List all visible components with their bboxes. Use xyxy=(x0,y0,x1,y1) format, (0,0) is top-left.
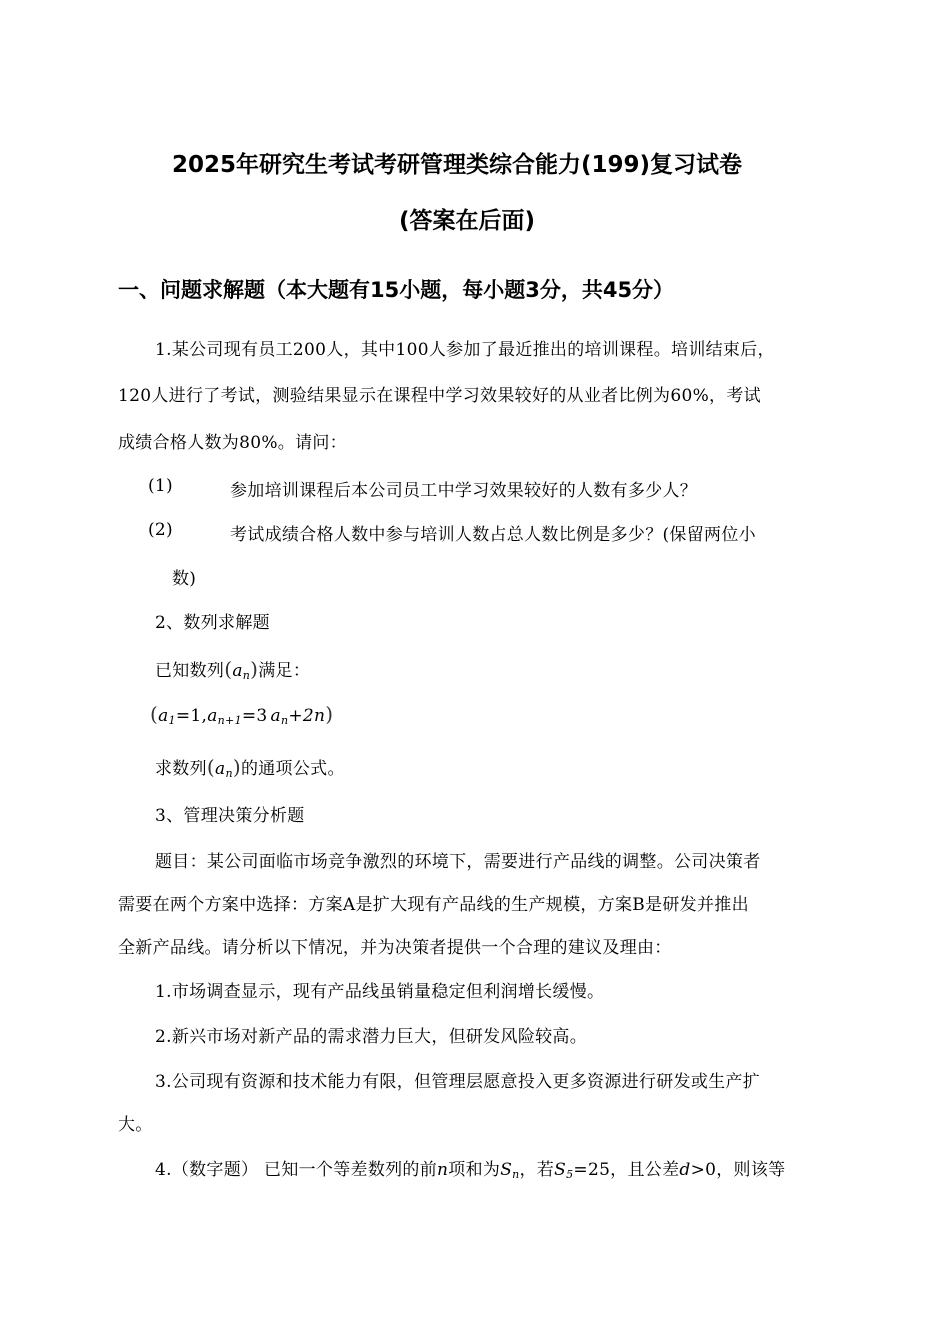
q2-heading: 2、数列求解题 xyxy=(155,613,270,633)
eq-brace-right: ) xyxy=(325,702,334,726)
eq-sub-n1: n+1 xyxy=(217,714,242,727)
q4-eq: =25，且公差 xyxy=(573,1160,680,1180)
q4-prefix: 4.（数字题） 已知一个等差数列的前 xyxy=(155,1160,438,1180)
brace-left: ( xyxy=(224,657,233,681)
q3-item3-line2: 大。 xyxy=(118,1115,153,1135)
q4-mid2: ，若 xyxy=(519,1160,555,1180)
document-subtitle: (答案在后面) xyxy=(399,208,536,234)
q2-ask-prefix: 求数列 xyxy=(155,759,207,779)
q3-item3-line1: 3.公司现有资源和技术能力有限，但管理层愿意投入更多资源进行研发或生产扩 xyxy=(155,1072,761,1092)
q1-sub2-text: 考试成绩合格人数中参与培训人数占总人数比例是多少？(保留两位小 xyxy=(230,525,756,545)
q2-recurrence-equation xyxy=(150,702,333,727)
eq-brace-left: ( xyxy=(150,702,159,726)
q2-ask-line xyxy=(155,754,345,780)
q3-item1: 1.市场调查显示，现有产品线虽销量稳定但利润增长缓慢。 xyxy=(155,982,605,1002)
q4-S5-sub: 5 xyxy=(566,1168,574,1181)
ask-brace-right: ) xyxy=(232,755,241,779)
q2-known-prefix: 已知数列 xyxy=(155,661,225,681)
q4-n: n xyxy=(437,1160,449,1180)
seq-var: a xyxy=(232,661,243,681)
q3-item2: 2.新兴市场对新产品的需求潜力巨大，但研发风险较高。 xyxy=(155,1027,588,1047)
document-title: 2025年研究生考试考研管理类综合能力(199)复习试卷 xyxy=(172,152,743,178)
q1-sub1-text: 参加培训课程后本公司员工中学习效果较好的人数有多少人？ xyxy=(230,481,698,501)
section-heading: 一、问题求解题（本大题有15小题，每小题3分，共45分） xyxy=(118,278,675,302)
q4-line xyxy=(155,1155,785,1181)
brace-right: ) xyxy=(250,657,259,681)
ask-seq-sub: n xyxy=(225,767,233,780)
q2-known-suffix: 满足： xyxy=(258,661,311,681)
eq-sub1: 1 xyxy=(168,714,176,727)
eq-a3: a xyxy=(270,706,281,726)
q4-S: S xyxy=(500,1160,513,1180)
q1-sub2-number: (2) xyxy=(148,520,173,540)
q4-tail: >0，则该等 xyxy=(690,1160,786,1180)
eq-a1: a xyxy=(158,706,169,726)
ask-seq-var: a xyxy=(215,759,226,779)
q3-heading: 3、管理决策分析题 xyxy=(155,806,305,826)
eq-part1: =1, xyxy=(175,706,208,726)
q3-paragraph-line3: 全新产品线。请分析以下情况，并为决策者提供一个合理的建议及理由： xyxy=(118,938,672,958)
q2-ask-suffix: 的通项公式。 xyxy=(240,759,345,779)
q3-paragraph-line1: 题目：某公司面临市场竞争激烈的环境下，需要进行产品线的调整。公司决策者 xyxy=(155,852,761,872)
q1-line1: 1.某公司现有员工200人，其中100人参加了最近推出的培训课程。培训结束后， xyxy=(155,340,775,360)
q4-mid1: 项和为 xyxy=(448,1160,501,1180)
seq-sub: n xyxy=(242,669,251,682)
q1-sub2-continuation: 数) xyxy=(172,569,197,589)
q2-known-line xyxy=(155,656,310,682)
eq-part2: =3 xyxy=(241,706,268,726)
eq-tail: +2n xyxy=(288,706,326,726)
ask-brace-left: ( xyxy=(206,755,216,779)
q4-S-sub: n xyxy=(512,1168,520,1181)
eq-sub-n: n xyxy=(280,714,289,727)
q4-S5: S xyxy=(554,1160,567,1180)
q4-d: d xyxy=(679,1160,691,1180)
q1-line3: 成绩合格人数为80%。请问： xyxy=(118,433,347,453)
q3-paragraph-line2: 需要在两个方案中选择：方案A是扩大现有产品线的生产规模，方案B是研发并推出 xyxy=(118,895,749,915)
q1-sub1-number: (1) xyxy=(148,476,173,496)
eq-a2: a xyxy=(207,706,218,726)
q1-line2: 120人进行了考试，测验结果显示在课程中学习效果较好的从业者比例为60%，考试 xyxy=(118,386,761,406)
